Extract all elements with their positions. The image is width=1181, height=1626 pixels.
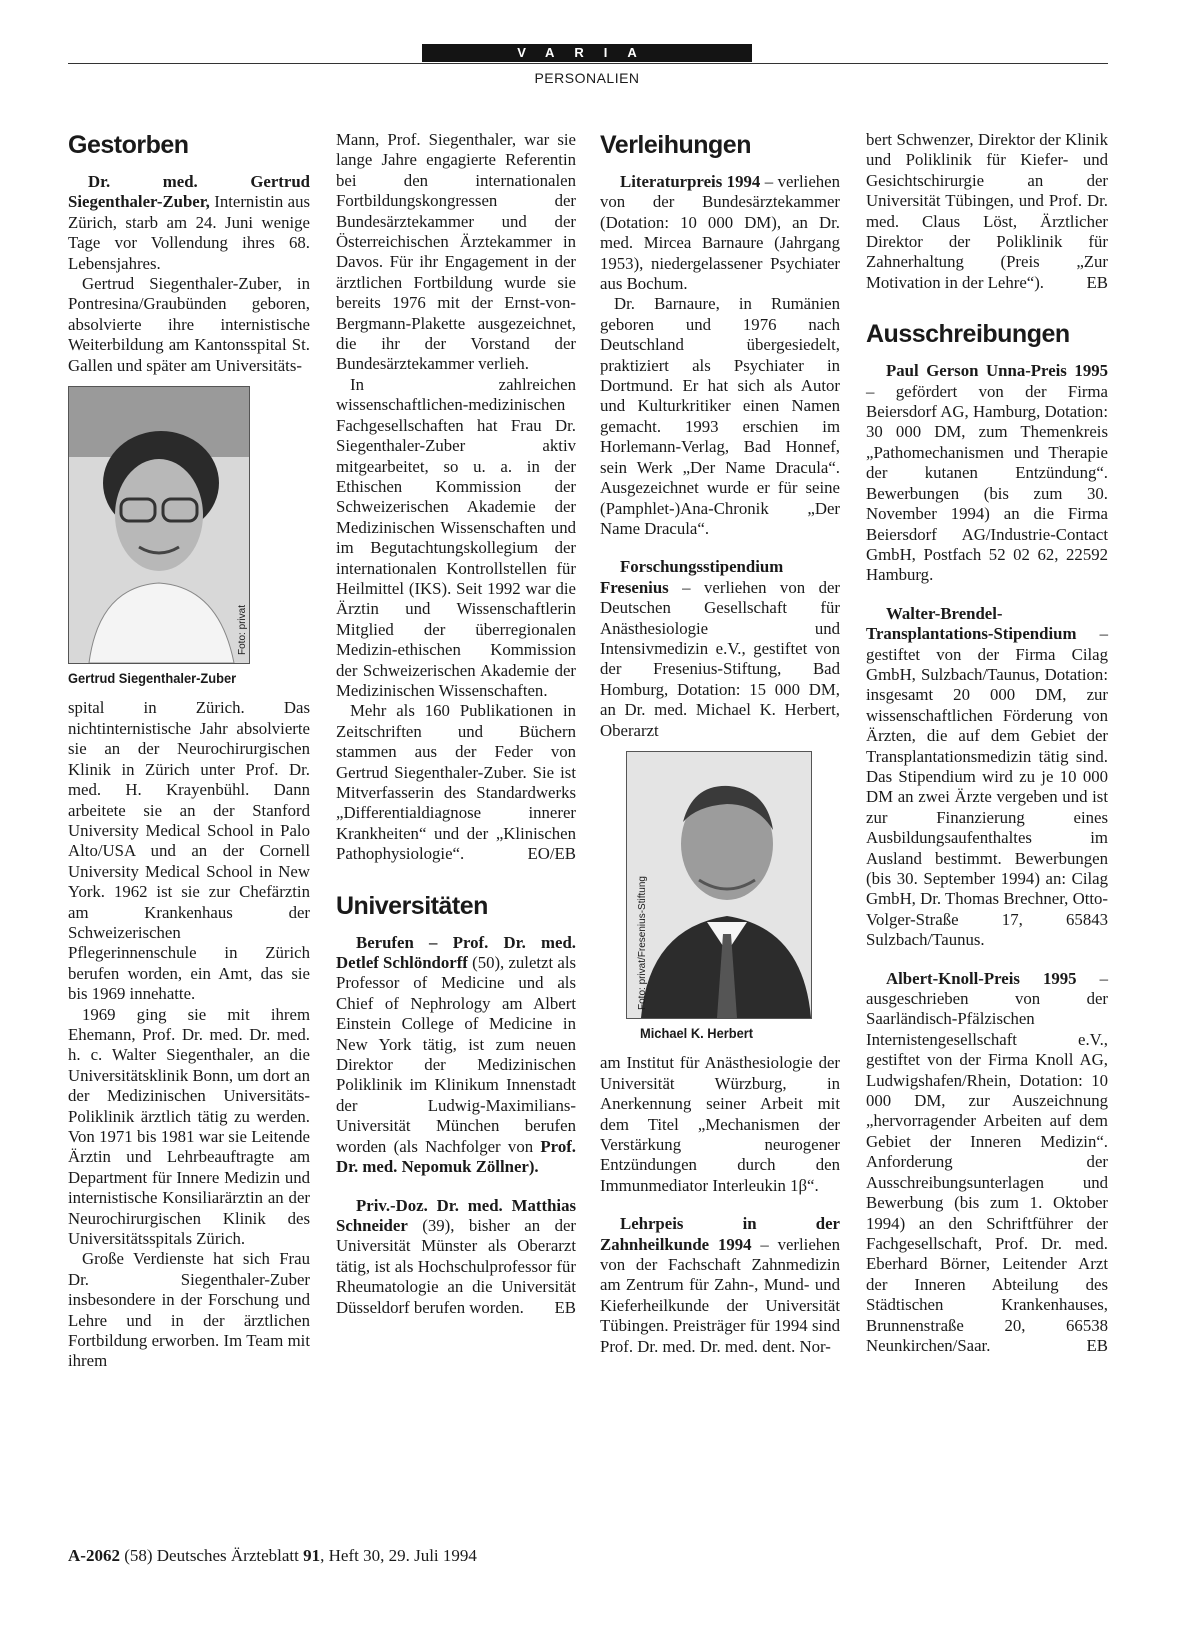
paragraph [600,1214,840,1357]
photo-caption: Michael K. Herbert [640,1024,754,1041]
paragraph [336,933,576,1178]
heading-gestorben: Gestorben [68,131,189,159]
paragraph [866,361,1108,585]
paragraph-text: – verliehen von der Bundesärztekammer (Dotation: 10 000 DM), an Dr. med. Mircea Barnaure (Jahrgang 1953), niedergelassener Psychiater aus Bochum. [600,172,840,294]
signature: EB [554,1297,576,1317]
bold-lead: Literaturpreis 1994 [620,172,761,191]
signature: EO/EB [527,844,576,864]
paragraph: Große Verdienste hat sich Frau Dr. Siegenthaler-Zuber insbesondere in der Forschung und Lehre und in der ärztlichen Fortbildung erworben. Im Team mit ihrem [68,1249,310,1371]
subsection-title: PERSONALIEN [534,70,640,86]
column-3 [600,130,840,1357]
section-title: VARIA [517,45,657,60]
paragraph: 1969 ging sie mit ihrem Ehemann, Prof. Dr. med. Dr. med. h. c. Walter Siegenthaler, an die Universitätsklinik Bonn, um dort an der Medizinischen Universitäts-Poliklinik ärztlich tätig zu werden. Von 1971 bis 1981 war sie Leitende Ärztin und Lehrbeauftragte am Department für Innere Medizin und internistische Konsiliarärztin an der Neurochirurgischen Klinik des Universitätsspitals Zürich. [68,1004,310,1249]
heading-universitaeten: Universitäten [336,891,488,920]
paragraph: spital in Zürich. Das nichtinternistische Jahr absolvierte sie an der Neurochirurgischen Klinik in Zürich unter Prof. Dr. med. H. Krayenbühl. Dann arbeitete sie an der Stanford University Medical School in Palo Alto/USA und an der Cornell University Medical School in New York. 1962 ist sie zur Chefärztin am Krankenhaus der Schweizerischen Pflegerinnenschule in Zürich berufen worden, ein Amt, das sie bis 1969 innehatte. [68,698,310,1004]
signature: EB [1086,272,1108,292]
paragraph-text: – gefördert von der Firma Beiersdorf AG, Hamburg, Dotation: 30 000 DM, zum Themenkreis „Pathomechanismen und Therapie der kutanen Entzündung“. Bewerbungen (bis zum 30. November 1994) an die Firma Beiersdorf AG/Industrie-Contact GmbH, Postfach 52 02 62, 22592 Hamburg. [866,381,1108,585]
photo-credit: Foto: privat [237,605,248,656]
bold-lead: Berufen – Prof. Dr. med. Detlef Schlöndorff [336,932,576,973]
paragraph-text: bert Schwenzer, Direktor der Klinik und Poliklinik für Kiefer- und Gesichtschirurgie an der Universität Tübingen, und Prof. Dr. med. Claus Löst, Ärztlicher Direktor der Poliklinik für Zahnerhaltung (Preis „Zur Motivation in der Lehre“). [866,130,1108,292]
bold-lead: Paul Gerson Unna-Preis 1995 [886,361,1108,381]
photo-caption: Gertrud Siegenthaler-Zuber [68,670,237,687]
heading-ausschreibungen: Ausschreibungen [866,320,1070,349]
bold-lead: Lehrpeis in der Zahnheilkunde 1994 [600,1214,840,1254]
portrait-image [69,387,249,663]
bold-name: Prof. Dr. med. Nepomuk Zöllner). [336,1136,576,1177]
paragraph-text: (39), bisher an der Universität Münster als Oberarzt tätig, ist als Hochschulprofessor für Rheumatologie an die Universität Düsseldorf berufen worden. [336,1215,576,1317]
paragraph [336,1196,576,1318]
paragraph-text: – ausgeschrieben von der Saarländisch-Pfälzischen Internistengesellschaft e.V., gestiftet von der Firma Knoll AG, Ludwigshafen/Rhein, Dotation: 10 000 DM, zur Auszeichnung „hervorragender Arbeiten auf dem Gebiet der Inneren Medizin“. Anforderung der Ausschreibungsunterlagen und Bewerbung (bis zum 1. Oktober 1994) an den Schriftführer der Fachgesellschaft, Prof. Dr. med. Eberhard Börner, Leitender Arzt der Inneren Abteilung des Städtischen Krankenhauses, Brunnenstraße 20, 66538 Neunkirchen/Saar. [866,968,1108,1355]
paragraph: Mann, Prof. Siegenthaler, war sie lange Jahre engagierte Referentin bei den internationalen Fortbildungskongressen der Bundesärztekammer und der Österreichischen Ärztekammer in Davos. Für ihr Engagement in der ärztlichen Fortbildung wurde sie bereits 1976 mit der Ernst-von-Bergmann-Plakette ausgezeichnet, die ihr der Vorstand der Bundesärztekammer verlieh. [336,130,576,374]
page-footer [68,1546,477,1566]
page-number: A-2062 [68,1546,120,1565]
footer-text: (58) Deutsches Ärzteblatt [119,1546,304,1565]
paragraph-text: – gestiftet von der Firma Cilag GmbH, Sulzbach/Taunus, Dotation: insgesamt 20 000 DM, zur wissenschaftlichen Förderung von Ärzten, die auf dem Gebiet der Transplantationsmedizin tätig sind. Das Stipendium wird zu je 10 000 DM an zwei Ärzte vergeben und ist zur Finanzierung eines Ausbildungsaufenthaltes im Ausland bestimmt. Bewerbungen (bis 30. September 1994) an: Cilag GmbH, Dr. Thomas Brechner, Otto-Volger-Straße 17, 65843 Sulzbach/Taunus. [866,624,1108,950]
paragraph [336,701,576,864]
paragraph [68,172,310,274]
portrait-photo [626,751,812,1019]
footer-text: , Heft 30, 29. Juli 1994 [320,1546,477,1565]
paragraph [866,130,1108,293]
column-2 [336,130,576,1318]
bold-lead: Albert-Knoll-Preis 1995 [886,968,1077,988]
bold-lead: Dr. med. Gertrud Siegenthaler-Zuber, [68,172,310,212]
portrait-image [627,752,811,1018]
header-rule [68,63,1108,64]
paragraph [866,604,1108,951]
bold-lead: Priv.-Doz. Dr. med. Matthias Schneider [336,1195,576,1235]
portrait-photo [68,386,250,664]
paragraph: In zahlreichen wissenschaftlichen-medizinischen Fachgesellschaften hat Frau Dr. Siegenthaler-Zuber aktiv mitgearbeitet, so u. a. in der Ethischen Kommission der Schweizerischen Akademie der Medizinischen Wissenschaften und im Begutachtungskollegium der internationalen Kontrollstellen für Heilmittel (IKS). Seit 1992 war die Ärztin und Wissenschaftlerin Mitglied der überregionalen Medizin-ethischen Kommission der Schweizerischen Akademie der Medizinischen Wissenschaften. [336,374,576,700]
paragraph [600,557,840,741]
paragraph [600,172,840,294]
paragraph: Gertrud Siegenthaler-Zuber, in Pontresina/Graubünden geboren, absolvierte ihre internistische Weiterbildung am Kantonsspital St. Gallen und später am Universitäts- [68,274,310,375]
signature: EB [1086,1335,1108,1355]
column-4 [866,130,1108,1356]
column-1 [68,130,310,1372]
photo-credit: Foto: privat/Fresenius-Stiftung [637,876,648,1010]
paragraph-text: – verliehen von der Deutschen Gesellschaft für Anästhesiologie und Intensivmedizin e.V., gestiftet von der Fresenius-Stiftung, Bad Homburg, Dotation: 15 000 DM, an Dr. med. Michael K. Herbert, Oberarzt [600,577,840,740]
paragraph-text: (50), zuletzt als Professor of Medicine und als Chief of Nephrology am Albert Einstein College of Medicine in New York tätig, ist zum neuen Direktor der Medizinischen Poliklinik im Klinikum Innenstadt der Ludwig-Maximilians-Universität München berufen worden (als Nachfolger von [336,953,577,1156]
paragraph: Dr. Barnaure, in Rumänien geboren und 1976 nach Deutschland übergesiedelt, praktiziert als Psychiater in Dortmund. Er hat sich als Autor und Kulturkritiker einen Namen gemacht. 1993 erschien im Horlemann-Verlag, Bad Honnef, sein Werk „Der Name Dracula“. Ausgezeichnet wurde er für seine (Pamphlet-)Ana-Chronik „Der Name Dracula“. [600,294,840,538]
bold-lead: Forschungsstipendium Fresenius [600,557,784,597]
volume-number: 91 [303,1546,321,1565]
bold-lead: Walter-Brendel-Transplantations-Stipendium [866,603,1077,644]
paragraph: am Institut für Anästhesiologie der Universität Würzburg, in Anerkennung seiner Arbeit mit dem Titel „Mechanismen der Verstärkung neurogener Entzündungen durch den Immunmediator Interleukin 1β“. [600,1053,840,1195]
paragraph-text: Mehr als 160 Publikationen in Zeitschriften und Büchern stammen aus der Feder von Gertrud Siegenthaler-Zuber. Sie ist Mitverfasserin des Standardwerks „Differentialdiagnose innerer Krankheiten“ und der „Klinischen Pathophysiologie“. [336,701,576,864]
paragraph-text: – verliehen von der Fachschaft Zahnmedizin am Zentrum für Zahn-, Mund- und Kieferheilkunde der Universität Tübingen. Preisträger für 1994 sind Prof. Dr. med. Dr. med. dent. Nor- [600,1234,840,1356]
heading-verleihungen: Verleihungen [600,131,751,159]
paragraph [866,969,1108,1357]
paragraph-text: Internistin aus Zürich, starb am 24. Juni wenige Tage vor Vollendung ihres 68. Lebensjahres. [68,192,310,273]
